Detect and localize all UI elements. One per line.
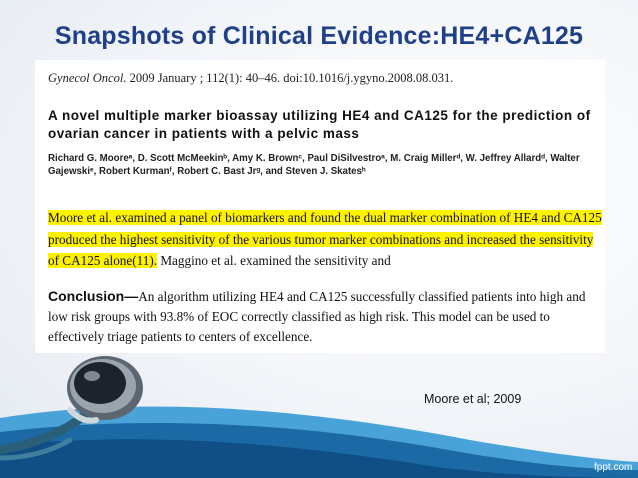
conclusion-paragraph: [48, 286, 603, 347]
author-list: Richard G. Mooreᵃ, D. Scott McMeekinᵇ, Amy K. Brownᶜ, Paul DiSilvestroᵃ, M. Craig Millerᵈ, W. Jeffrey Allardᵈ, Walter Gajewskiᵉ, Robert Kurmanᶠ, Robert C. Bast Jrᵍ, and Steven J. Skatesʰ: [48, 153, 580, 177]
excerpt-rest: Maggino et al. examined the sensitivity and: [157, 253, 391, 268]
conclusion-text: An algorithm utilizing HE4 and CA125 successfully classified patients into high and low risk groups with 93.8% of EOC correctly classified as high risk. This model can be used to effectively triage patients to centers of excellence.: [48, 289, 586, 344]
article-excerpt-panel: [35, 60, 605, 353]
excerpt-paragraph: [48, 207, 603, 272]
journal-name: Gynecol Oncol.: [48, 71, 127, 85]
watermark: fppt.com: [594, 462, 633, 473]
source-reference: Moore et al; 2009: [424, 392, 522, 406]
paper-title: A novel multiple marker bioassay utilizing HE4 and CA125 for the prediction of ovarian cancer in patients with a pelvic mass: [48, 108, 591, 141]
conclusion-label: Conclusion—: [48, 288, 139, 304]
slide-title: Snapshots of Clinical Evidence:HE4+CA125: [54, 22, 584, 50]
stethoscope-icon: [0, 340, 150, 478]
citation: [48, 71, 453, 86]
citation-details: 2009 January ; 112(1): 40–46. doi:10.1016/j.ygyno.2008.08.031.: [126, 71, 454, 85]
highlighted-text: Moore et al. examined a panel of biomarkers and found the dual marker combination of HE4 and CA125 produced the highest sensitivity of the various tumor marker combinations and increased the sensitivity of CA125 alone(11).: [48, 210, 602, 268]
